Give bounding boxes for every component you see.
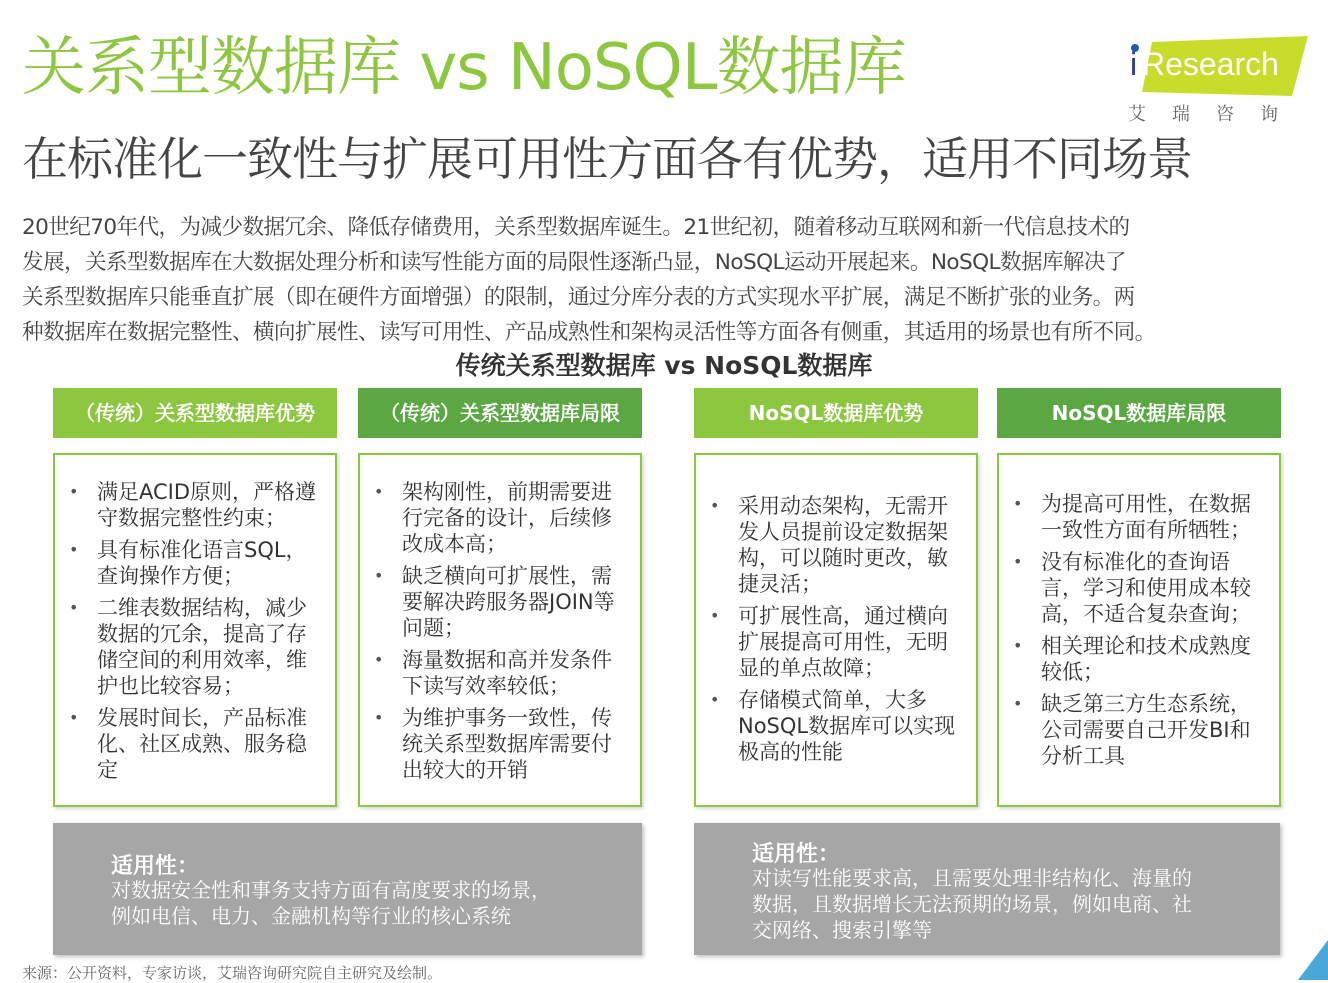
applicability-body: 对读写性能要求高，且需要处理非结构化、海量的 数据，且数据增长无法预期的场景，例如电商、社 交网络、搜索引擎等 [752,866,1192,942]
bullet-list [696,493,976,765]
bullet-list [999,491,1279,769]
iresearch-logo [1128,36,1308,126]
list-item: • 采用动态架构，无需开发人员提前设定数据架构，可以随时更改，敏捷灵活； [696,493,976,597]
applicability-body: 对数据安全性和事务支持方面有高度要求的场景， 例如电信、电力、金融机构等行业的核心系统 [111,878,551,928]
page-subtitle: 在标准化一致性与扩展可用性方面各有优势，适用不同场景 [22,132,1192,186]
bullet-list [55,479,335,783]
intro-paragraph: 20世纪70年代，为减少数据冗余、降低存储费用，关系型数据库诞生。21世纪初，随着移动互联网和新一代信息技术的 发展，关系型数据库在大数据处理分析和读写性能方面的局限性逐渐凸显，NoSQL运动开展起来。NoSQL数据库解决了 关系型数据库只能垂直扩展（即在硬件方面增强）的限制，通过分库分表的方式实现水平扩展，满足不断扩张的业务。两 种数据库在数据完整性、横向扩展性、读写可用性、产品成熟性和架构灵活性等方面各有侧重，其适用的场景也有所不同。 [22,215,1156,345]
column-header-rdb-advantages: （传统）关系型数据库优势 [53,388,337,438]
column-header-nosql-limitations: NoSQL数据库局限 [997,388,1281,438]
source-note: 来源：公开资料，专家访谈，艾瑞咨询研究院自主研究及绘制。 [22,964,443,982]
list-item: • 缺乏横向可扩展性，需要解决跨服务器JOIN等问题； [360,563,640,641]
page-title: 关系型数据库 vs NoSQL数据库 [22,31,906,105]
list-item: • 具有标准化语言SQL，查询操作方便； [55,537,335,589]
comparison-title: 传统关系型数据库 vs NoSQL数据库 [455,351,873,380]
list-item: • 存储模式简单，大多NoSQL数据库可以实现极高的性能 [696,687,976,765]
list-item: • 架构刚性，前期需要进行完备的设计，后续修改成本高； [360,479,640,557]
list-item: • 发展时间长，产品标准化、社区成熟、服务稳定 [55,705,335,783]
list-item: • 为提高可用性，在数据一致性方面有所牺牲； [999,491,1279,543]
column-box-nosql-advantages [694,453,978,807]
list-item: • 为维护事务一致性，传统关系型数据库需要付出较大的开销 [360,705,640,783]
list-item: • 缺乏第三方生态系统，公司需要自己开发BI和分析工具 [999,691,1279,769]
column-box-rdb-limitations [358,453,642,807]
column-box-rdb-advantages [53,453,337,807]
list-item: • 二维表数据结构，减少数据的冗余，提高了存储空间的利用效率，维护也比较容易； [55,595,335,699]
applicability-box-rdb [53,823,642,955]
applicability-title: 适用性： [111,854,200,879]
list-item: • 没有标准化的查询语言，学习和使用成本较高，不适合复杂查询； [999,549,1279,627]
applicability-box-nosql [694,823,1280,955]
logo-brand-prefix: i [1130,46,1138,82]
logo-brand-name: Research [1142,46,1279,82]
list-item: • 相关理论和技术成熟度较低； [999,633,1279,685]
corner-decoration [1298,940,1328,980]
column-header-rdb-limitations: （传统）关系型数据库局限 [358,388,642,438]
logo-chinese-name: 艾瑞咨询 [1128,104,1304,125]
list-item: • 可扩展性高，通过横向扩展提高可用性，无明显的单点故障； [696,603,976,681]
bullet-list [360,479,640,783]
applicability-title: 适用性： [752,842,841,867]
list-item: • 海量数据和高并发条件下读写效率较低； [360,647,640,699]
column-header-nosql-advantages: NoSQL数据库优势 [694,388,978,438]
column-box-nosql-limitations [997,453,1281,807]
list-item: • 满足ACID原则，严格遵守数据完整性约束； [55,479,335,531]
